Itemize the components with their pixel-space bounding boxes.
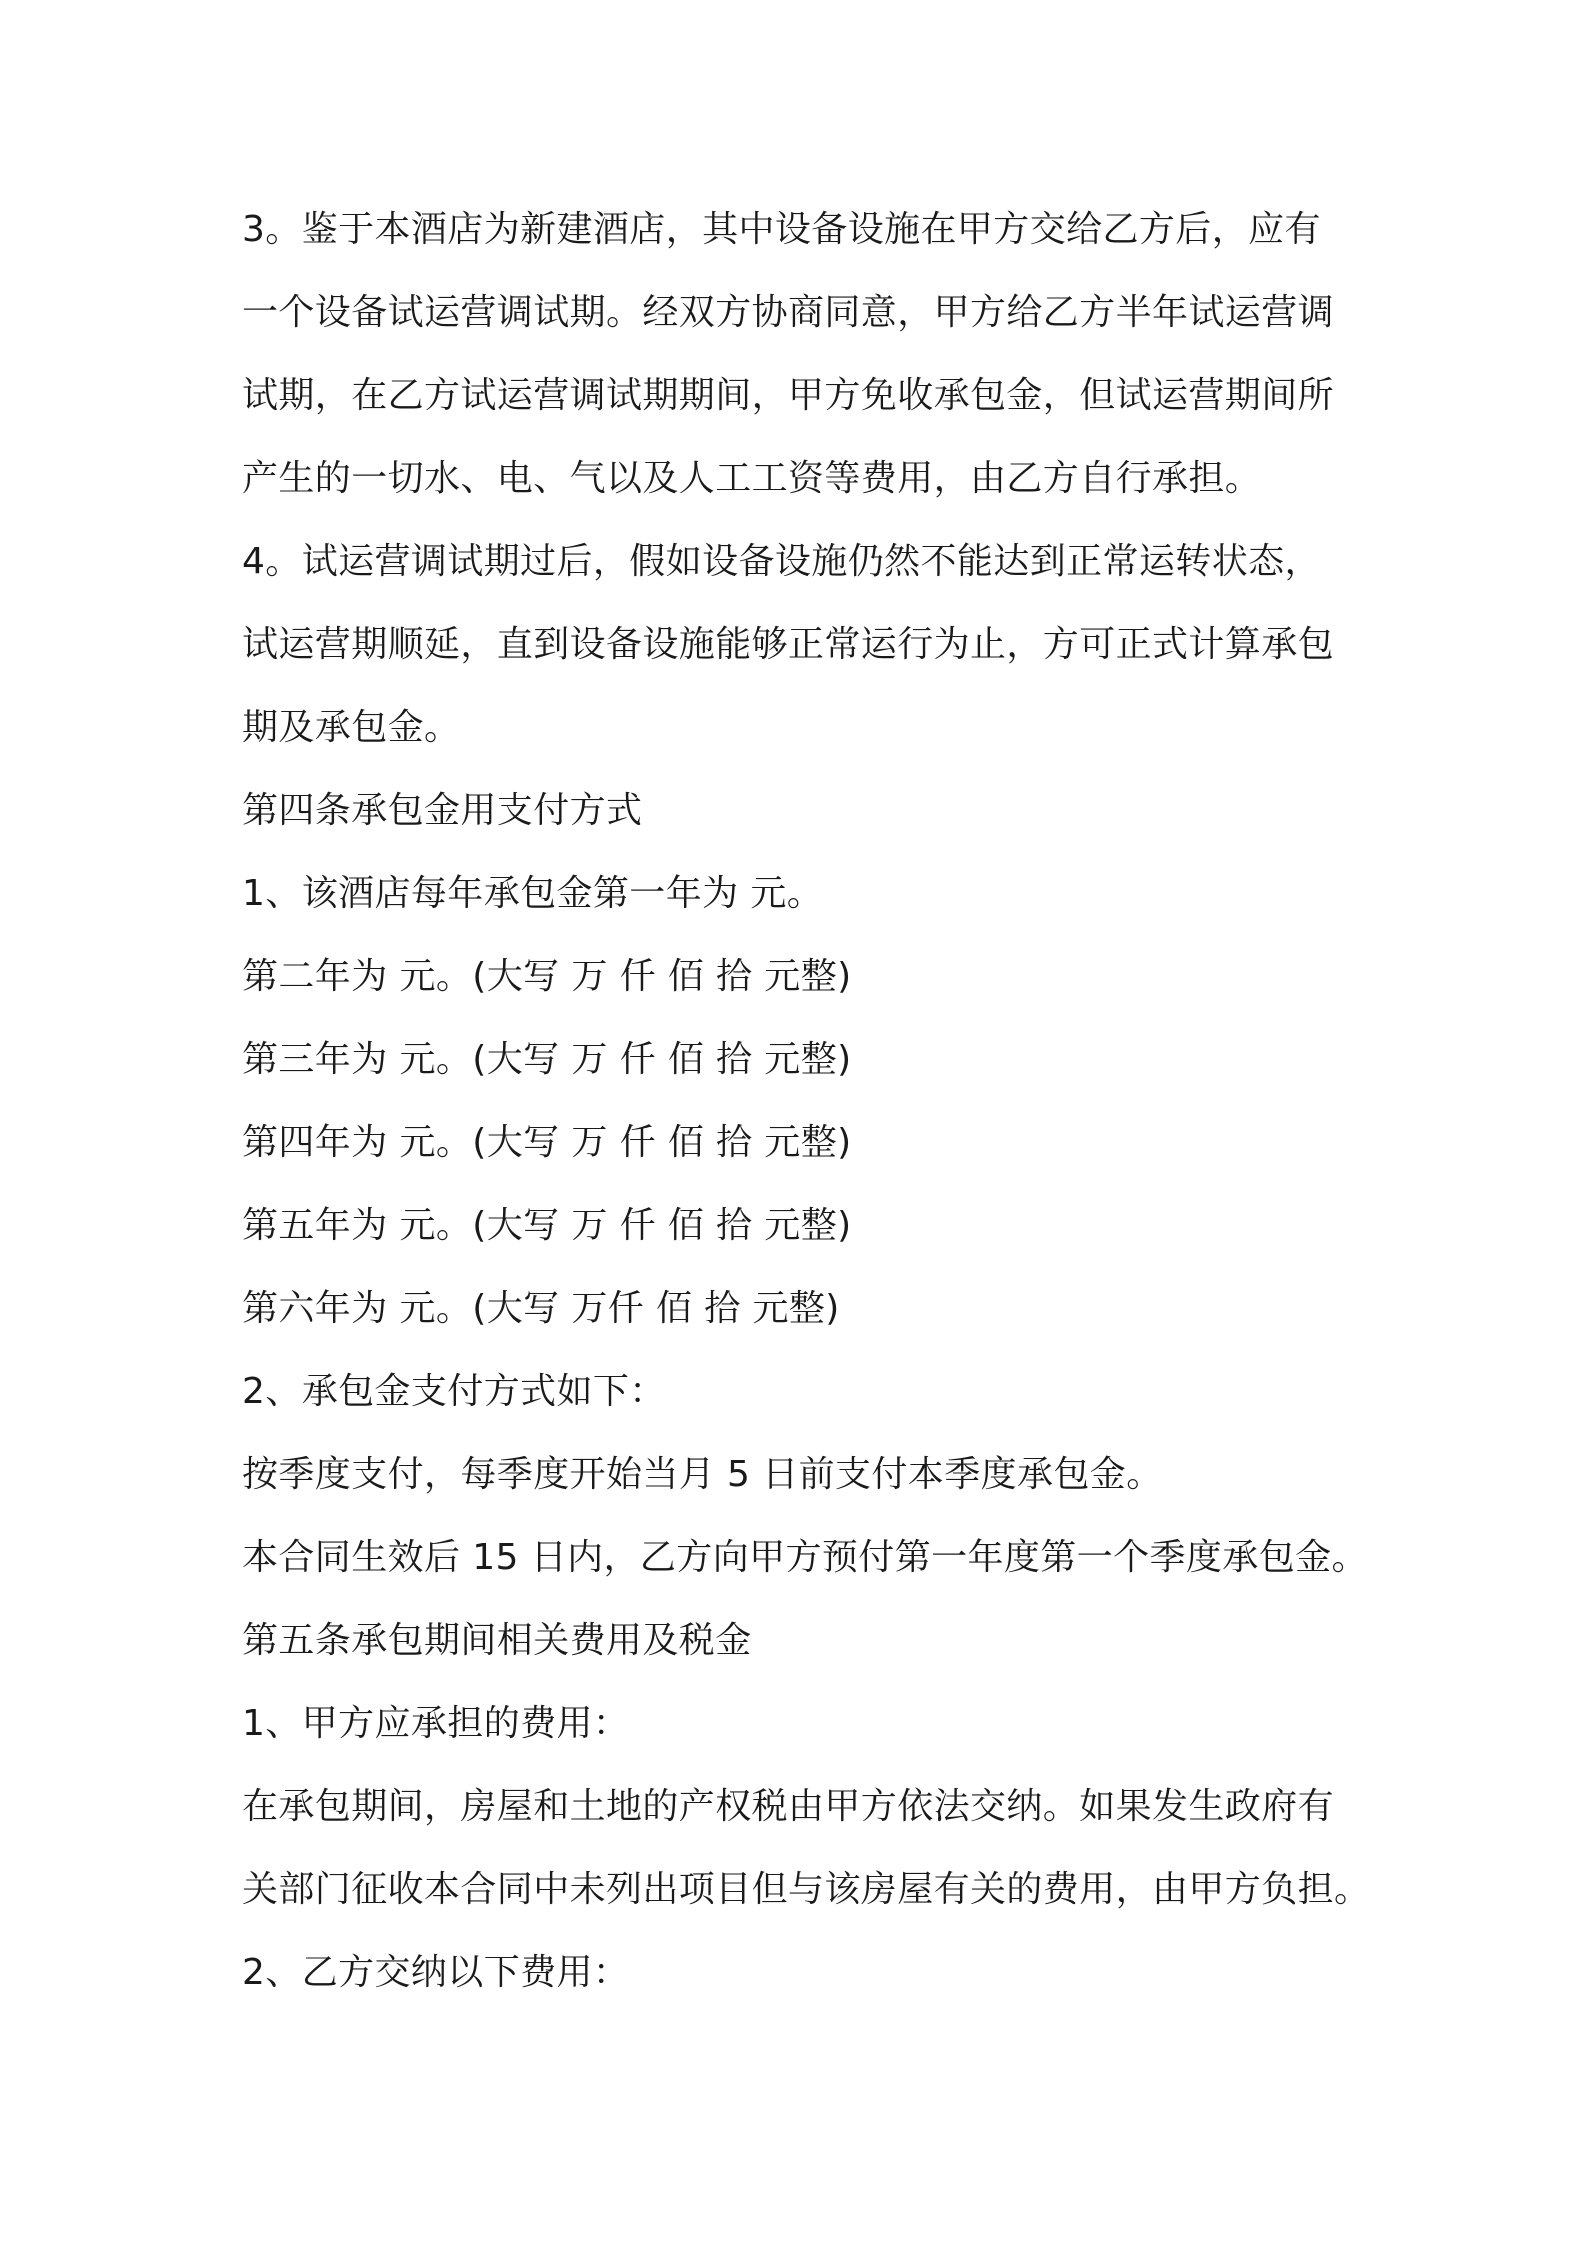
paragraph-line: 1、甲方应承担的费用： <box>242 1703 630 1744</box>
paragraph-line: 按季度支付，每季度开始当月 5 日前支付本季度承包金。 <box>242 1454 1163 1495</box>
payment-year-line: 第五年为 元。(大写 万 仟 佰 拾 元整) <box>242 1205 852 1246</box>
payment-year-line: 第二年为 元。(大写 万 仟 佰 拾 元整) <box>242 956 852 997</box>
payment-year-line: 第四年为 元。(大写 万 仟 佰 拾 元整) <box>242 1122 852 1163</box>
paragraph-line: 在承包期间，房屋和土地的产权税由甲方依法交纳。如果发生政府有 <box>242 1786 1335 1827</box>
section-heading: 第五条承包期间相关费用及税金 <box>242 1620 752 1661</box>
paragraph-line: 试运营期顺延，直到设备设施能够正常运行为止，方可正式计算承包 <box>242 624 1335 665</box>
paragraph-line: 期及承包金。 <box>242 707 461 748</box>
payment-year-line: 第六年为 元。(大写 万仟 佰 拾 元整) <box>242 1288 840 1329</box>
paragraph-line: 2、乙方交纳以下费用： <box>242 1952 630 1993</box>
paragraph-line: 4。试运营调试期过后，假如设备设施仍然不能达到正常运转状态， <box>242 541 1321 582</box>
paragraph-line: 2、承包金支付方式如下： <box>242 1371 666 1412</box>
paragraph-line: 3。鉴于本酒店为新建酒店，其中设备设施在甲方交给乙方后，应有 <box>242 209 1321 250</box>
paragraph-line: 本合同生效后 15 日内，乙方向甲方预付第一年度第一个季度承包金。 <box>242 1537 1368 1578</box>
paragraph-line: 产生的一切水、电、气以及人工工资等费用，由乙方自行承担。 <box>242 458 1262 499</box>
paragraph-line: 1、该酒店每年承包金第一年为 元。 <box>242 873 824 914</box>
section-heading: 第四条承包金用支付方式 <box>242 790 643 831</box>
payment-year-line: 第三年为 元。(大写 万 仟 佰 拾 元整) <box>242 1039 852 1080</box>
paragraph-line: 试期，在乙方试运营调试期期间，甲方免收承包金，但试运营期间所 <box>242 375 1335 416</box>
paragraph-line: 一个设备试运营调试期。经双方协商同意，甲方给乙方半年试运营调 <box>242 292 1335 333</box>
paragraph-line: 关部门征收本合同中未列出项目但与该房屋有关的费用，由甲方负担。 <box>242 1869 1371 1910</box>
